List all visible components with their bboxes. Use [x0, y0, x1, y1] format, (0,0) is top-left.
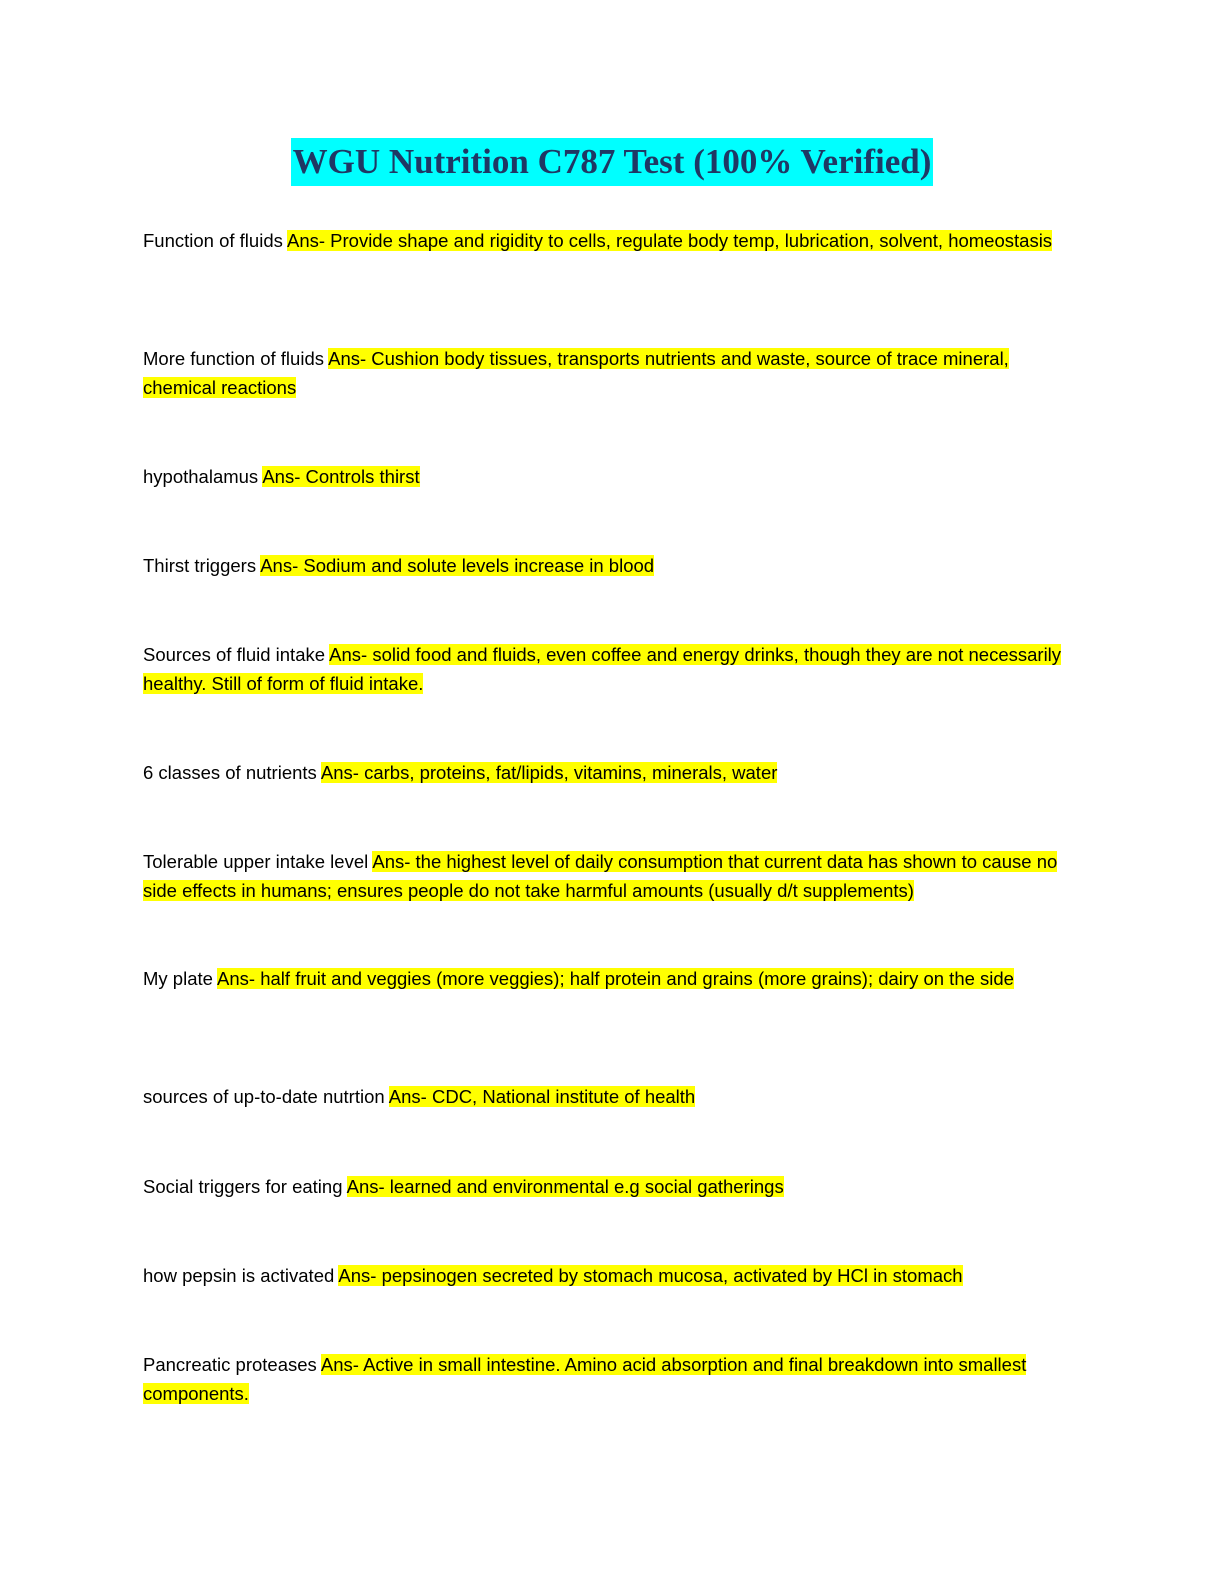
term: Thirst triggers — [143, 555, 257, 576]
answer: Ans- Sodium and solute levels increase in blood — [260, 555, 655, 576]
answer: Ans- Controls thirst — [262, 466, 420, 487]
qa-item-7 — [143, 847, 1083, 905]
answer: Ans- Active in small intestine. Amino acid absorption and final breakdown into smallest components. — [143, 1354, 1027, 1404]
term: My plate — [143, 968, 213, 989]
term: hypothalamus — [143, 466, 259, 487]
qa-item-12 — [143, 1350, 1083, 1408]
qa-item-4 — [143, 551, 1083, 580]
qa-item-11 — [143, 1261, 1083, 1290]
term: sources of up-to-date nutrtion — [143, 1086, 385, 1107]
qa-item-9 — [143, 1082, 1083, 1111]
term: Social triggers for eating — [143, 1176, 343, 1197]
term: More function of fluids — [143, 348, 324, 369]
answer: Ans- the highest level of daily consumption that current data has shown to cause no side effects in humans; ensures people do not take harmful amounts (usually d/t supplements) — [143, 851, 1058, 901]
term: Tolerable upper intake level — [143, 851, 369, 872]
qa-item-8 — [143, 964, 1083, 993]
term: 6 classes of nutrients — [143, 762, 317, 783]
qa-item-10 — [143, 1172, 1083, 1201]
qa-item-3 — [143, 462, 1083, 491]
qa-item-5 — [143, 640, 1083, 698]
qa-item-2 — [143, 344, 1083, 402]
term: Function of fluids — [143, 230, 283, 251]
answer: Ans- half fruit and veggies (more veggies); half protein and grains (more grains); dairy on the side — [217, 968, 1014, 989]
document-title: WGU Nutrition C787 Test (100% Verified) — [291, 138, 934, 186]
term: Sources of fluid intake — [143, 644, 326, 665]
title-wrapper — [0, 138, 1224, 186]
term: Pancreatic proteases — [143, 1354, 317, 1375]
qa-item-1 — [143, 226, 1083, 255]
answer: Ans- solid food and fluids, even coffee and energy drinks, though they are not necessarily healthy. Still of form of fluid intake. — [143, 644, 1062, 694]
answer: Ans- learned and environmental e.g social gatherings — [346, 1176, 784, 1197]
qa-item-6 — [143, 758, 1083, 787]
answer: Ans- carbs, proteins, fat/lipids, vitamins, minerals, water — [320, 762, 778, 783]
answer: Ans- Provide shape and rigidity to cells, regulate body temp, lubrication, solvent, homeostasis — [286, 230, 1053, 251]
term: how pepsin is activated — [143, 1265, 335, 1286]
answer: Ans- pepsinogen secreted by stomach mucosa, activated by HCl in stomach — [338, 1265, 963, 1286]
answer: Ans- CDC, National institute of health — [388, 1086, 696, 1107]
answer: Ans- Cushion body tissues, transports nutrients and waste, source of trace mineral, chemical reactions — [143, 348, 1009, 398]
